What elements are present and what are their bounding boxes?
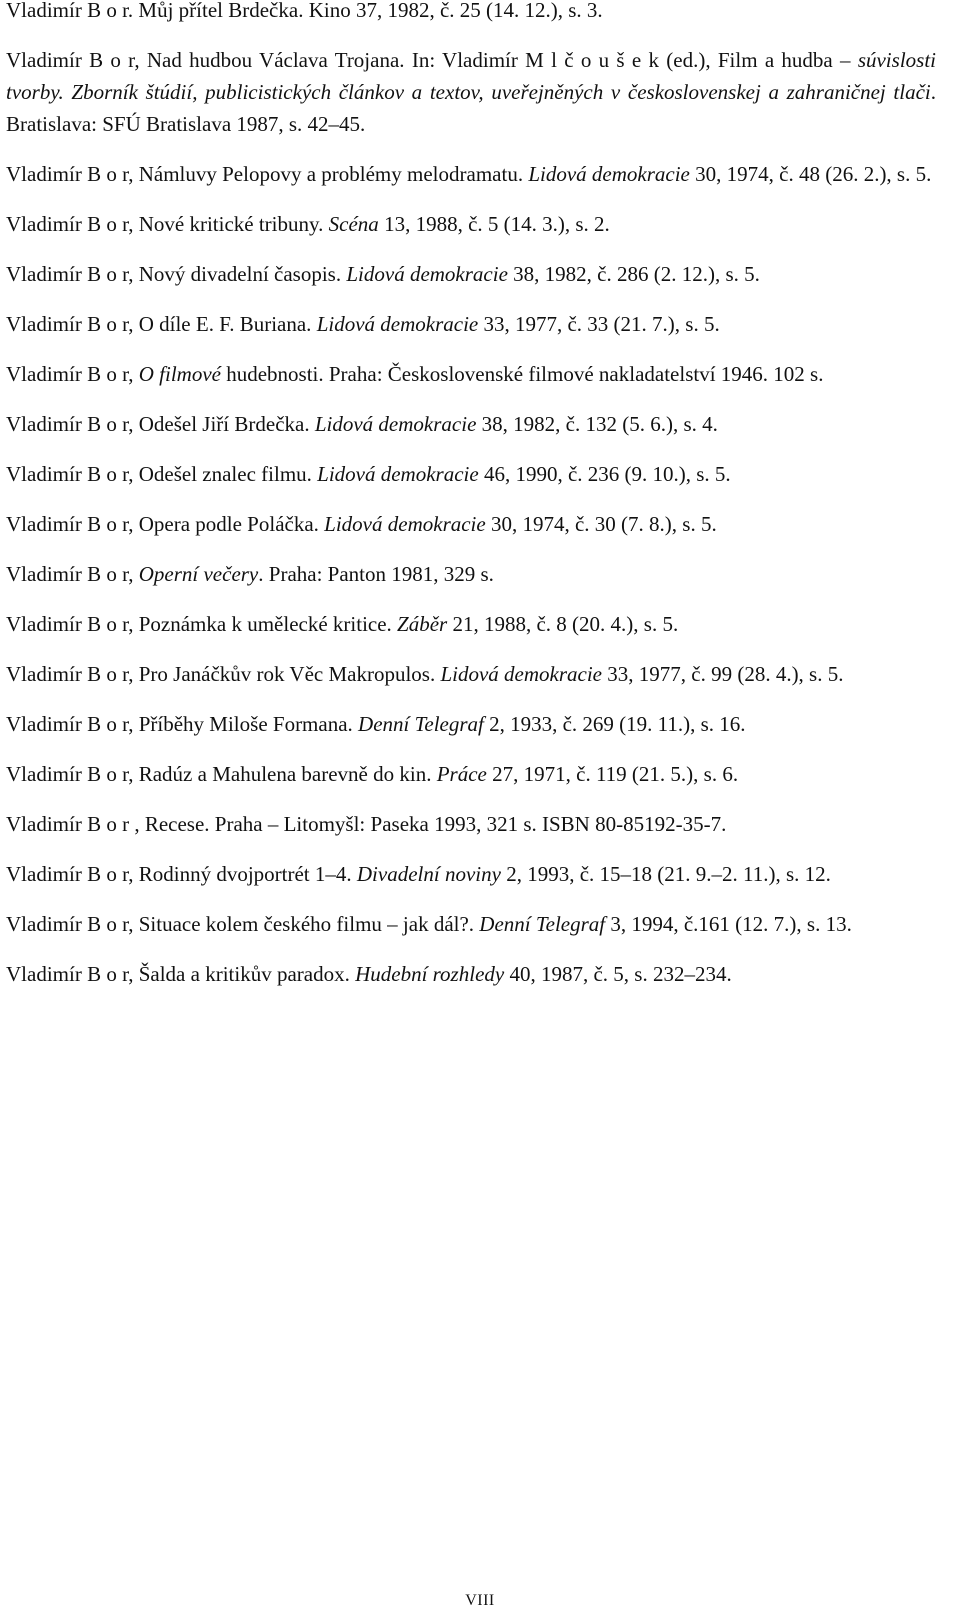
entry-italic-segment: Lidová demokracie bbox=[314, 412, 477, 436]
entry-italic-segment: Scéna bbox=[328, 212, 379, 236]
entry-italic-segment: Práce bbox=[436, 762, 487, 786]
entry-text-segment: Vladimír B o r, Poznámka k umělecké kritice. bbox=[6, 612, 398, 636]
entry-text-segment: 40, 1987, č. 5, s. 232–234. bbox=[504, 962, 732, 986]
entry-italic-segment: Denní Telegraf bbox=[358, 712, 484, 736]
bibliography-list bbox=[6, 0, 936, 1008]
entry-text-segment: 2, 1933, č. 269 (19. 11.), s. 16. bbox=[483, 712, 746, 736]
entry-text-segment: Vladimír B o r, Rodinný dvojportrét 1–4. bbox=[6, 862, 357, 886]
entry-text-segment: Vladimír B o r, Nad hudbou Václava Trojana. In: Vladimír M l č o u š e k (ed.), Film a hudba – bbox=[6, 48, 858, 72]
entry-text-segment: Vladimír B o r, Situace kolem českého filmu – jak dál?. bbox=[6, 912, 480, 936]
entry-text-segment: Vladimír B o r, Opera podle Poláčka. bbox=[6, 512, 325, 536]
bibliography-entry bbox=[6, 958, 936, 1008]
entry-text-segment: Vladimír B o r, bbox=[6, 362, 139, 386]
entry-italic-segment: Lidová demokracie bbox=[317, 462, 479, 486]
entry-text-segment: . Bratislava: SFÚ Bratislava 1987, s. 42–45. bbox=[6, 80, 936, 136]
entry-text-segment: Vladimír B o r, Odešel Jiří Brdečka. bbox=[6, 412, 315, 436]
bibliography-entry bbox=[6, 158, 936, 208]
entry-italic-segment: Operní večery bbox=[138, 562, 259, 586]
bibliography-entry bbox=[6, 358, 936, 408]
entry-text-segment: Vladimír B o r, Šalda a kritikův paradox. bbox=[6, 962, 356, 986]
entry-text-segment: 38, 1982, č. 132 (5. 6.), s. 4. bbox=[476, 412, 718, 436]
entry-text-segment: Vladimír B o r, Příběhy Miloše Formana. bbox=[6, 712, 359, 736]
entry-italic-segment: Divadelní noviny bbox=[356, 862, 501, 886]
entry-italic-segment: Lidová demokracie bbox=[316, 312, 479, 336]
entry-text-segment: Vladimír B o r , Recese. Praha – Litomyšl: Paseka 1993, 321 s. ISBN 80-85192-35-7. bbox=[6, 812, 727, 836]
entry-text-segment: . Praha: Panton 1981, 329 s. bbox=[258, 562, 494, 586]
entry-text-segment: Vladimír B o r, Námluvy Pelopovy a problémy melodramatu. bbox=[6, 162, 529, 186]
entry-text-segment: Vladimír B o r, Nový divadelní časopis. bbox=[6, 262, 347, 286]
entry-text-segment: 33, 1977, č. 33 (21. 7.), s. 5. bbox=[478, 312, 720, 336]
entry-text-segment: Vladimír B o r, Radúz a Mahulena barevně do kin. bbox=[6, 762, 437, 786]
bibliography-entry bbox=[6, 258, 936, 308]
entry-text-segment: 3, 1994, č.161 (12. 7.), s. 13. bbox=[605, 912, 852, 936]
bibliography-entry bbox=[6, 708, 936, 758]
entry-text-segment: 38, 1982, č. 286 (2. 12.), s. 5. bbox=[507, 262, 760, 286]
entry-text-segment: Vladimír B o r, Odešel znalec filmu. bbox=[6, 462, 318, 486]
bibliography-entry bbox=[6, 508, 936, 558]
entry-text-segment: 21, 1988, č. 8 (20. 4.), s. 5. bbox=[447, 612, 679, 636]
entry-text-segment: 30, 1974, č. 48 (26. 2.), s. 5. bbox=[689, 162, 932, 186]
entry-italic-segment: O filmové bbox=[138, 362, 221, 386]
bibliography-entry bbox=[6, 658, 936, 708]
entry-italic-segment: Denní Telegraf bbox=[479, 912, 606, 936]
bibliography-entry bbox=[6, 44, 936, 158]
entry-text-segment: Vladimír B o r, O díle E. F. Buriana. bbox=[6, 312, 317, 336]
entry-text-segment: 46, 1990, č. 236 (9. 10.), s. 5. bbox=[478, 462, 731, 486]
entry-italic-segment: Hudební rozhledy bbox=[355, 962, 505, 986]
entry-italic-segment: Lidová demokracie bbox=[440, 662, 602, 686]
entry-italic-segment: Lidová demokracie bbox=[528, 162, 690, 186]
bibliography-entry bbox=[6, 858, 936, 908]
bibliography-entry bbox=[6, 608, 936, 658]
entry-text-segment: 2, 1993, č. 15–18 (21. 9.–2. 11.), s. 12. bbox=[500, 862, 831, 886]
page-number: VIII bbox=[465, 1592, 495, 1609]
bibliography-entry bbox=[6, 908, 936, 958]
entry-text-segment: Vladimír B o r, Pro Janáčkův rok Věc Makropulos. bbox=[6, 662, 441, 686]
bibliography-entry bbox=[6, 808, 936, 858]
entry-text-segment: Vladimír B o r, Nové kritické tribuny. bbox=[6, 212, 329, 236]
bibliography-entry bbox=[6, 208, 936, 258]
bibliography-entry bbox=[6, 558, 936, 608]
bibliography-entry bbox=[6, 308, 936, 358]
bibliography-entry bbox=[6, 458, 936, 508]
bibliography-entry bbox=[6, 758, 936, 808]
entry-text-segment: Vladimír B o r. Můj přítel Brdečka. Kino 37, 1982, č. 25 (14. 12.), s. 3. bbox=[6, 0, 603, 22]
bibliography-entry bbox=[6, 0, 936, 44]
entry-text-segment: 33, 1977, č. 99 (28. 4.), s. 5. bbox=[602, 662, 844, 686]
entry-italic-segment: Záběr bbox=[397, 612, 448, 636]
entry-italic-segment: súvislosti tvorby. Zborník štúdií, publicistických článkov a textov, uveřejněných v československej a zahraničnej tlači bbox=[6, 48, 936, 104]
entry-text-segment: 13, 1988, č. 5 (14. 3.), s. 2. bbox=[378, 212, 610, 236]
bibliography-entry bbox=[6, 408, 936, 458]
entry-italic-segment: Lidová demokracie bbox=[324, 512, 486, 536]
entry-text-segment: hudebnosti. Praha: Československé filmové nakladatelství 1946. 102 s. bbox=[220, 362, 824, 386]
entry-italic-segment: Lidová demokracie bbox=[346, 262, 508, 286]
entry-text-segment: 30, 1974, č. 30 (7. 8.), s. 5. bbox=[485, 512, 717, 536]
entry-text-segment: Vladimír B o r, bbox=[6, 562, 139, 586]
entry-text-segment: 27, 1971, č. 119 (21. 5.), s. 6. bbox=[486, 762, 739, 786]
